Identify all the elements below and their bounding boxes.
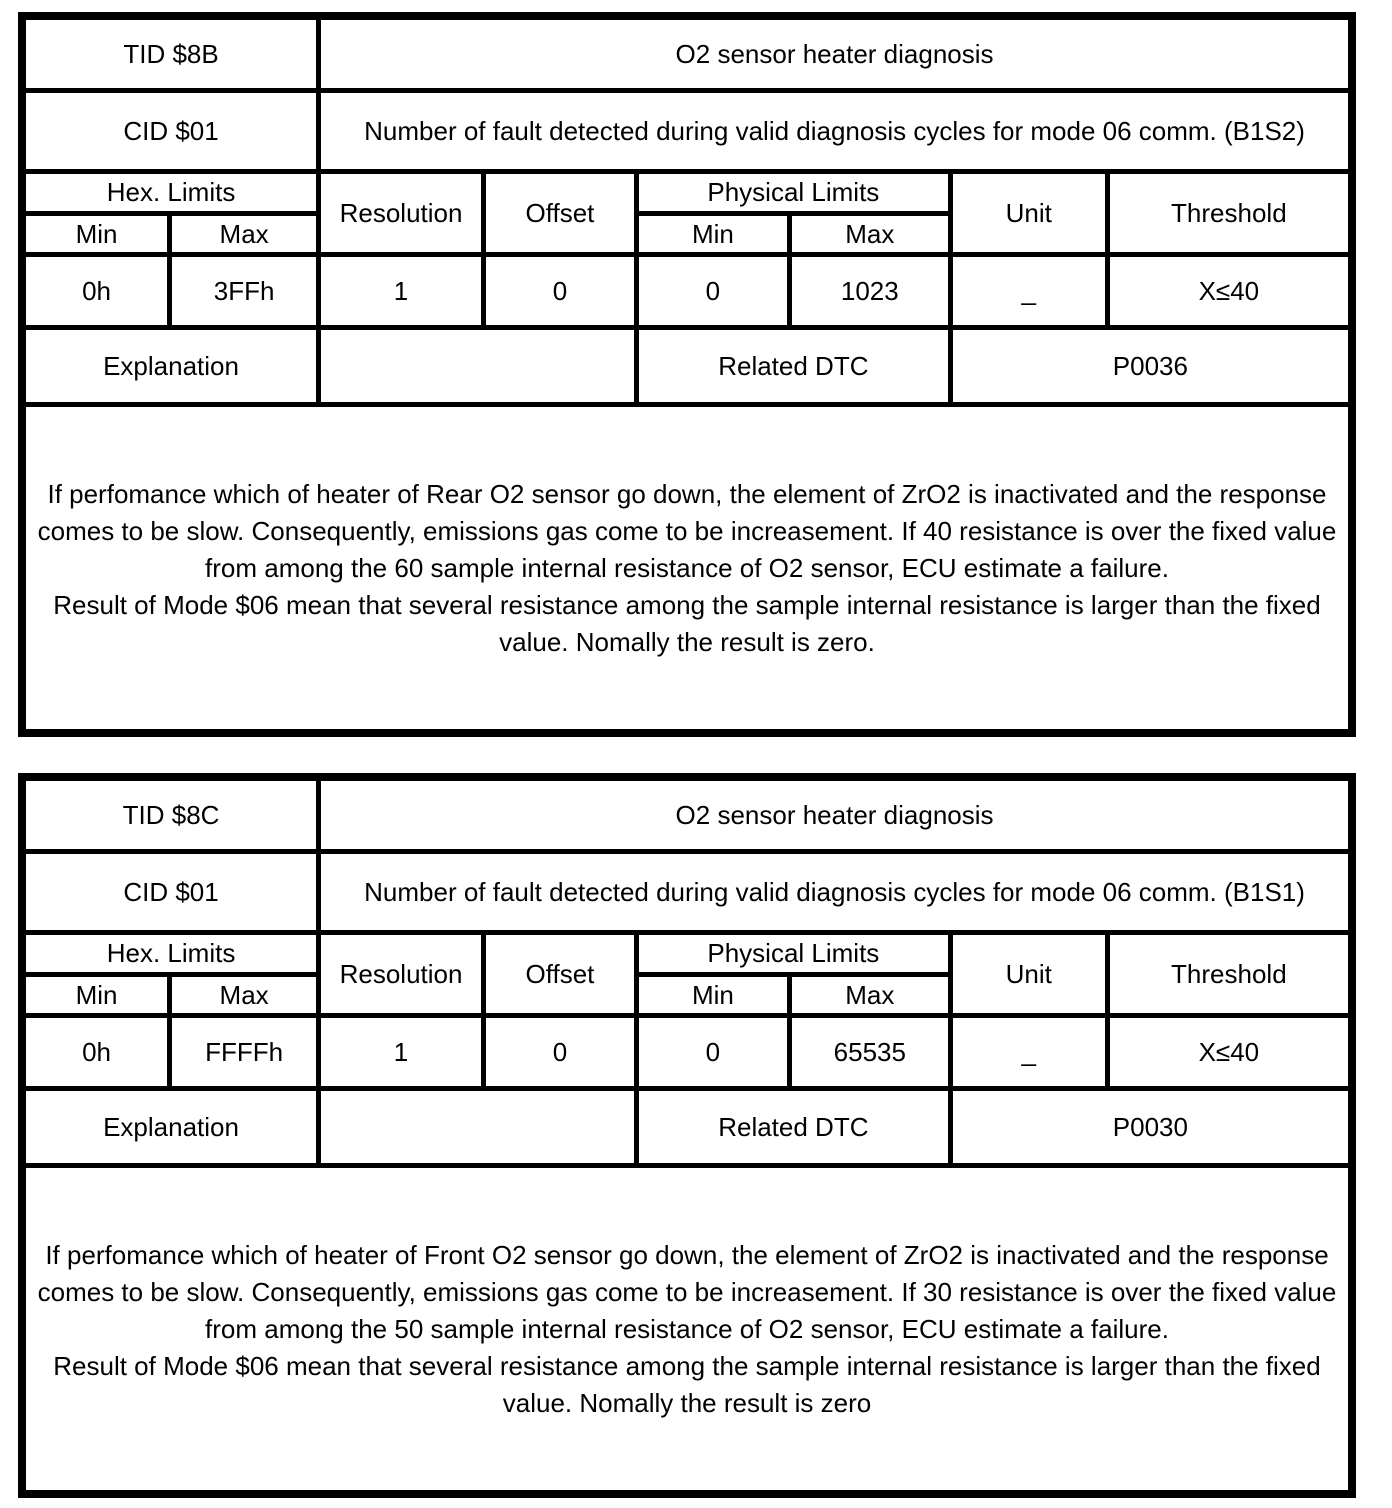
threshold-header: Threshold bbox=[1107, 933, 1352, 1016]
empty-cell bbox=[319, 1089, 637, 1166]
threshold-value: X≤40 bbox=[1107, 255, 1352, 328]
spec-table-tid-8b bbox=[18, 12, 1356, 737]
hex-min-value: 0h bbox=[22, 255, 170, 328]
hex-max-value: 3FFh bbox=[170, 255, 319, 328]
spec-table-tid-8c bbox=[18, 773, 1356, 1498]
threshold-header: Threshold bbox=[1107, 172, 1352, 255]
offset-value: 0 bbox=[483, 255, 636, 328]
explanation-text bbox=[22, 405, 1352, 734]
phys-max-header: Max bbox=[789, 213, 950, 255]
related-dtc-label: Related DTC bbox=[636, 328, 950, 405]
hex-limits-header: Hex. Limits bbox=[22, 172, 319, 214]
phys-min-value: 0 bbox=[636, 1016, 789, 1089]
tid-cell: TID $8B bbox=[22, 16, 319, 91]
related-dtc-value: P0036 bbox=[950, 328, 1352, 405]
phys-min-header: Min bbox=[636, 974, 789, 1016]
offset-value: 0 bbox=[483, 1016, 636, 1089]
physical-limits-header: Physical Limits bbox=[636, 172, 950, 214]
cid-description: Number of fault detected during valid diagnosis cycles for mode 06 comm. (B1S2) bbox=[319, 91, 1352, 172]
related-dtc-label: Related DTC bbox=[636, 1089, 950, 1166]
cid-description: Number of fault detected during valid diagnosis cycles for mode 06 comm. (B1S1) bbox=[319, 852, 1352, 933]
phys-max-value: 1023 bbox=[789, 255, 950, 328]
phys-max-header: Max bbox=[789, 974, 950, 1016]
table-title: O2 sensor heater diagnosis bbox=[319, 16, 1352, 91]
unit-header: Unit bbox=[950, 933, 1107, 1016]
tid-cell: TID $8C bbox=[22, 777, 319, 852]
offset-header: Offset bbox=[483, 172, 636, 255]
explanation-paragraph-2: Result of Mode $06 mean that several resistance among the sample internal resistance is larger than the fixed value. Nomally the result is zero bbox=[53, 1350, 1321, 1418]
table-title: O2 sensor heater diagnosis bbox=[319, 777, 1352, 852]
threshold-value: X≤40 bbox=[1107, 1016, 1352, 1089]
explanation-text bbox=[22, 1166, 1352, 1495]
physical-limits-header: Physical Limits bbox=[636, 933, 950, 975]
cid-cell: CID $01 bbox=[22, 852, 319, 933]
resolution-value: 1 bbox=[319, 255, 484, 328]
related-dtc-value: P0030 bbox=[950, 1089, 1352, 1166]
hex-max-value: FFFFh bbox=[170, 1016, 319, 1089]
explanation-paragraph-2: Result of Mode $06 mean that several resistance among the sample internal resistance is larger than the fixed value. Nomally the result is zero. bbox=[53, 589, 1321, 657]
hex-max-header: Max bbox=[170, 213, 319, 255]
unit-value: _ bbox=[950, 1016, 1107, 1089]
hex-max-header: Max bbox=[170, 974, 319, 1016]
phys-min-value: 0 bbox=[636, 255, 789, 328]
cid-cell: CID $01 bbox=[22, 91, 319, 172]
hex-min-header: Min bbox=[22, 213, 170, 255]
unit-value: _ bbox=[950, 255, 1107, 328]
resolution-header: Resolution bbox=[319, 933, 484, 1016]
resolution-header: Resolution bbox=[319, 172, 484, 255]
phys-min-header: Min bbox=[636, 213, 789, 255]
explanation-paragraph-1: If perfomance which of heater of Rear O2 sensor go down, the element of ZrO2 is inactivated and the response comes to be slow. Consequently, emissions gas come to be increasement. If 40 resistance is over the fixed value from among the 60 sample internal resistance of O2 sensor, ECU estimate a failure. bbox=[37, 478, 1337, 583]
empty-cell bbox=[319, 328, 637, 405]
explanation-label: Explanation bbox=[22, 328, 319, 405]
hex-min-header: Min bbox=[22, 974, 170, 1016]
explanation-paragraph-1: If perfomance which of heater of Front O2 sensor go down, the element of ZrO2 is inactivated and the response comes to be slow. Consequently, emissions gas come to be increasement. If 30 resistance is over the fixed value from among the 50 sample internal resistance of O2 sensor, ECU estimate a failure. bbox=[37, 1239, 1337, 1344]
unit-header: Unit bbox=[950, 172, 1107, 255]
explanation-label: Explanation bbox=[22, 1089, 319, 1166]
offset-header: Offset bbox=[483, 933, 636, 1016]
hex-min-value: 0h bbox=[22, 1016, 170, 1089]
hex-limits-header: Hex. Limits bbox=[22, 933, 319, 975]
resolution-value: 1 bbox=[319, 1016, 484, 1089]
phys-max-value: 65535 bbox=[789, 1016, 950, 1089]
